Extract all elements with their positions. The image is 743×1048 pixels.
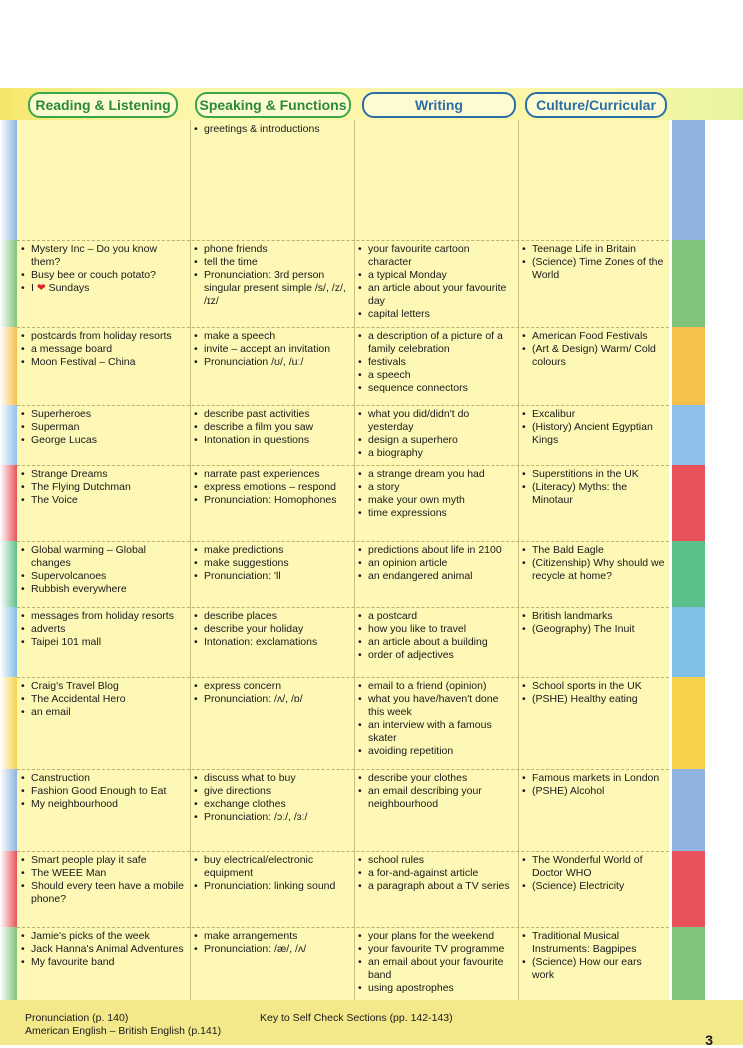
bullet-list <box>20 610 188 649</box>
table-cell-writing <box>357 243 515 321</box>
table-cell-speaking <box>193 330 351 369</box>
list-item: • a description of a picture of a family celebration <box>357 330 515 356</box>
list-item: • Canstruction <box>20 772 188 785</box>
list-item: • Pronunciation: /æ/, /ʌ/ <box>193 943 351 956</box>
table-cell-reading <box>20 243 188 295</box>
row-color-tab <box>672 851 705 927</box>
table-cell-writing <box>357 610 515 662</box>
table-cell-reading <box>20 854 188 906</box>
list-item: • festivals <box>357 356 515 369</box>
list-item: • (Literacy) Myths: the Minotaur <box>521 481 666 507</box>
list-item: • Fashion Good Enough to Eat <box>20 785 188 798</box>
heart-icon: ❤ <box>36 282 46 294</box>
list-item: • The WEEE Man <box>20 867 188 880</box>
list-item: • Superstitions in the UK <box>521 468 666 481</box>
list-item: • capital letters <box>357 308 515 321</box>
table-cell-speaking <box>193 930 351 956</box>
bullet-list <box>193 930 351 956</box>
table-cell-speaking <box>193 772 351 824</box>
list-item: • George Lucas <box>20 434 188 447</box>
list-item: • what you did/didn't do yesterday <box>357 408 515 434</box>
list-item: • express concern <box>193 680 351 693</box>
row-color-stripe <box>0 240 17 327</box>
row-color-stripe <box>0 405 17 465</box>
list-item: • give directions <box>193 785 351 798</box>
list-item: • an opinion article <box>357 557 515 570</box>
bullet-list <box>20 468 188 507</box>
list-item: • predictions about life in 2100 <box>357 544 515 557</box>
table-cell-writing <box>357 930 515 995</box>
list-item: • Intonation in questions <box>193 434 351 447</box>
list-item: • make a speech <box>193 330 351 343</box>
list-item: • Jack Hanna's Animal Adventures <box>20 943 188 956</box>
footer-pronunciation: Pronunciation (p. 140) <box>25 1012 129 1024</box>
list-item: • narrate past experiences <box>193 468 351 481</box>
bullet-list <box>20 408 188 447</box>
list-item: • (Science) Time Zones of the World <box>521 256 666 282</box>
row-color-stripe <box>0 769 17 851</box>
row-color-stripe <box>0 851 17 927</box>
bullet-list <box>521 610 666 636</box>
list-item: • Should every teen have a mobile phone? <box>20 880 188 906</box>
table-cell-writing <box>357 772 515 811</box>
table-cell-reading <box>20 772 188 811</box>
table-cell-culture <box>521 680 666 706</box>
column-divider <box>190 120 191 1000</box>
list-item: • Mystery Inc – Do you know them? <box>20 243 188 269</box>
table-cell-reading <box>20 680 188 719</box>
list-item: • Pronunciation: Homophones <box>193 494 351 507</box>
table-cell-reading <box>20 408 188 447</box>
bullet-list <box>521 680 666 706</box>
bullet-list <box>357 544 515 583</box>
bullet-list <box>521 408 666 447</box>
list-item: • exchange clothes <box>193 798 351 811</box>
bullet-list <box>521 330 666 369</box>
table-cell-speaking <box>193 468 351 507</box>
list-item: • a typical Monday <box>357 269 515 282</box>
list-item: • The Wonderful World of Doctor WHO <box>521 854 666 880</box>
table-cell-speaking <box>193 123 351 136</box>
list-item: • Craig's Travel Blog <box>20 680 188 693</box>
row-color-tab <box>672 405 705 465</box>
list-item: • My favourite band <box>20 956 188 969</box>
list-item: • (Geography) The Inuit <box>521 623 666 636</box>
list-item: • express emotions – respond <box>193 481 351 494</box>
row-divider <box>17 541 669 542</box>
list-item: • School sports in the UK <box>521 680 666 693</box>
footer-american-english: American English – British English (p.141) <box>25 1025 222 1037</box>
table-cell-speaking <box>193 610 351 649</box>
row-color-tab <box>672 465 705 541</box>
list-item: • The Voice <box>20 494 188 507</box>
bullet-list <box>20 854 188 906</box>
header-culture-curricular: Culture/Curricular <box>525 92 667 118</box>
table-cell-culture <box>521 330 666 369</box>
row-color-stripe <box>0 120 17 240</box>
list-item: • describe your holiday <box>193 623 351 636</box>
list-item: • discuss what to buy <box>193 772 351 785</box>
row-divider <box>17 240 669 241</box>
table-cell-speaking <box>193 243 351 308</box>
row-color-stripe <box>0 927 17 1000</box>
table-cell-writing <box>357 468 515 520</box>
list-item: • order of adjectives <box>357 649 515 662</box>
table-cell-culture <box>521 468 666 507</box>
bullet-list <box>193 243 351 308</box>
table-cell-writing <box>357 544 515 583</box>
row-divider <box>17 327 669 328</box>
list-item: • school rules <box>357 854 515 867</box>
list-item: • Teenage Life in Britain <box>521 243 666 256</box>
table-cell-reading <box>20 544 188 596</box>
header-writing: Writing <box>362 92 516 118</box>
table-cell-culture <box>521 544 666 583</box>
list-item: • tell the time <box>193 256 351 269</box>
list-item: • (History) Ancient Egyptian Kings <box>521 421 666 447</box>
bullet-list <box>521 854 666 893</box>
list-item: • Pronunciation /ʊ/, /uː/ <box>193 356 351 369</box>
list-item: • a postcard <box>357 610 515 623</box>
list-item: • a speech <box>357 369 515 382</box>
footer <box>0 1000 743 1045</box>
bullet-list <box>521 468 666 507</box>
list-item: • a biography <box>357 447 515 460</box>
page-number: 3 <box>705 1032 713 1048</box>
bullet-list <box>357 468 515 520</box>
table-cell-reading <box>20 468 188 507</box>
list-item: • Intonation: exclamations <box>193 636 351 649</box>
table-cell-writing <box>357 854 515 893</box>
list-item: • your favourite TV programme <box>357 943 515 956</box>
table-cell-reading <box>20 330 188 369</box>
bullet-list <box>357 930 515 995</box>
table-cell-writing <box>357 408 515 460</box>
list-item: • a story <box>357 481 515 494</box>
list-item: • invite – accept an invitation <box>193 343 351 356</box>
list-item: • Global warming – Global changes <box>20 544 188 570</box>
list-item: • Pronunciation: /ʌ/, /ɒ/ <box>193 693 351 706</box>
list-item: • Pronunciation: /ɔː/, /ɜː/ <box>193 811 351 824</box>
table-cell-speaking <box>193 408 351 447</box>
row-divider <box>17 607 669 608</box>
list-item: • email to a friend (opinion) <box>357 680 515 693</box>
column-divider <box>354 120 355 1000</box>
list-item: • messages from holiday resorts <box>20 610 188 623</box>
bullet-list <box>521 930 666 982</box>
list-item: • Strange Dreams <box>20 468 188 481</box>
list-item: • your plans for the weekend <box>357 930 515 943</box>
list-item: • a strange dream you had <box>357 468 515 481</box>
bullet-list <box>193 408 351 447</box>
footer-key-self-check: Key to Self Check Sections (pp. 142-143) <box>260 1012 453 1024</box>
row-color-stripe <box>0 465 17 541</box>
list-item: • Traditional Musical Instruments: Bagpipes <box>521 930 666 956</box>
bullet-list <box>193 330 351 369</box>
list-item: • avoiding repetition <box>357 745 515 758</box>
list-item: • The Bald Eagle <box>521 544 666 557</box>
list-item: • time expressions <box>357 507 515 520</box>
list-item: • postcards from holiday resorts <box>20 330 188 343</box>
table-cell-culture <box>521 854 666 893</box>
bullet-list <box>357 330 515 395</box>
column-divider <box>518 120 519 1000</box>
row-color-stripe <box>0 677 17 769</box>
list-item: • make arrangements <box>193 930 351 943</box>
list-item: • sequence connectors <box>357 382 515 395</box>
bullet-list <box>357 408 515 460</box>
table-cell-reading <box>20 610 188 649</box>
list-item: • The Accidental Hero <box>20 693 188 706</box>
table-cell-writing <box>357 330 515 395</box>
list-item: • an email <box>20 706 188 719</box>
bullet-list <box>357 680 515 758</box>
list-item: • an article about your favourite day <box>357 282 515 308</box>
bullet-list <box>357 854 515 893</box>
row-color-tab <box>672 120 705 240</box>
table-cell-culture <box>521 930 666 982</box>
list-item: • what you have/haven't done this week <box>357 693 515 719</box>
table-cell-culture <box>521 772 666 798</box>
list-item: • describe a film you saw <box>193 421 351 434</box>
list-item: • Superheroes <box>20 408 188 421</box>
bullet-list <box>521 243 666 282</box>
list-item: • (Citizenship) Why should we recycle at home? <box>521 557 666 583</box>
list-item: • Excalibur <box>521 408 666 421</box>
bullet-list <box>521 544 666 583</box>
list-item: • Famous markets in London <box>521 772 666 785</box>
list-item: • an article about a building <box>357 636 515 649</box>
list-item: • The Flying Dutchman <box>20 481 188 494</box>
row-divider <box>17 851 669 852</box>
list-item: • American Food Festivals <box>521 330 666 343</box>
bullet-list <box>20 330 188 369</box>
list-item: • (Science) How our ears work <box>521 956 666 982</box>
row-divider <box>17 677 669 678</box>
list-item: • an endangered animal <box>357 570 515 583</box>
bullet-list <box>193 468 351 507</box>
header-speaking-functions: Speaking & Functions <box>195 92 351 118</box>
list-item: • an email describing your neighbourhood <box>357 785 515 811</box>
table-cell-speaking <box>193 544 351 583</box>
list-item: • (PSHE) Healthy eating <box>521 693 666 706</box>
header-reading-listening: Reading & Listening <box>28 92 178 118</box>
bullet-list <box>20 930 188 969</box>
table-cell-writing <box>357 680 515 758</box>
list-item: • make suggestions <box>193 557 351 570</box>
list-item: • My neighbourhood <box>20 798 188 811</box>
bullet-list <box>20 680 188 719</box>
bullet-list <box>20 772 188 811</box>
row-color-tab <box>672 327 705 405</box>
bullet-list <box>193 772 351 824</box>
list-item: • adverts <box>20 623 188 636</box>
list-item: • design a superhero <box>357 434 515 447</box>
row-divider <box>17 405 669 406</box>
row-color-tab <box>672 927 705 1000</box>
row-divider <box>17 465 669 466</box>
row-color-tab <box>672 607 705 677</box>
list-item: • describe places <box>193 610 351 623</box>
list-item: • Taipei 101 mall <box>20 636 188 649</box>
table-cell-culture <box>521 408 666 447</box>
list-item: • a for-and-against article <box>357 867 515 880</box>
bullet-list <box>193 123 351 136</box>
list-item: • phone friends <box>193 243 351 256</box>
list-item: • British landmarks <box>521 610 666 623</box>
row-divider <box>17 927 669 928</box>
list-item: • Pronunciation: linking sound <box>193 880 351 893</box>
table-cell-speaking <box>193 854 351 893</box>
row-color-tab <box>672 769 705 851</box>
list-item: • (Science) Electricity <box>521 880 666 893</box>
list-item: • describe past activities <box>193 408 351 421</box>
list-item: • (PSHE) Alcohol <box>521 785 666 798</box>
bullet-list <box>357 610 515 662</box>
list-item: • Rubbish everywhere <box>20 583 188 596</box>
list-item: • Pronunciation: 'll <box>193 570 351 583</box>
row-divider <box>17 769 669 770</box>
list-item: • an email about your favourite band <box>357 956 515 982</box>
row-color-tab <box>672 240 705 327</box>
list-item: • greetings & introductions <box>193 123 351 136</box>
list-item: • Jamie's picks of the week <box>20 930 188 943</box>
row-color-tab <box>672 677 705 769</box>
list-item: • Superman <box>20 421 188 434</box>
list-item: • an interview with a famous skater <box>357 719 515 745</box>
bullet-list <box>357 772 515 811</box>
list-item: • make your own myth <box>357 494 515 507</box>
list-item: • your favourite cartoon character <box>357 243 515 269</box>
list-item: • Pronunciation: 3rd person singular present simple /s/, /z/, /ɪz/ <box>193 269 351 308</box>
list-item: • how you like to travel <box>357 623 515 636</box>
list-item: • a paragraph about a TV series <box>357 880 515 893</box>
list-item: • (Art & Design) Warm/ Cold colours <box>521 343 666 369</box>
table-cell-reading <box>20 930 188 969</box>
list-item: • Busy bee or couch potato? <box>20 269 188 282</box>
list-item: • I ❤ Sundays <box>20 282 188 295</box>
bullet-list <box>20 243 188 295</box>
list-item: • make predictions <box>193 544 351 557</box>
table-cell-culture <box>521 610 666 636</box>
list-item: • Supervolcanoes <box>20 570 188 583</box>
bullet-list <box>193 680 351 706</box>
bullet-list <box>193 544 351 583</box>
row-color-stripe <box>0 327 17 405</box>
list-item: • using apostrophes <box>357 982 515 995</box>
list-item: • Moon Festival – China <box>20 356 188 369</box>
bullet-list <box>193 854 351 893</box>
bullet-list <box>193 610 351 649</box>
list-item: • Smart people play it safe <box>20 854 188 867</box>
table-cell-culture <box>521 243 666 282</box>
bullet-list <box>357 243 515 321</box>
bullet-list <box>521 772 666 798</box>
list-item: • a message board <box>20 343 188 356</box>
table-cell-speaking <box>193 680 351 706</box>
list-item: • buy electrical/electronic equipment <box>193 854 351 880</box>
row-color-tab <box>672 541 705 607</box>
row-color-stripe <box>0 541 17 607</box>
row-color-stripe <box>0 607 17 677</box>
list-item: • describe your clothes <box>357 772 515 785</box>
bullet-list <box>20 544 188 596</box>
